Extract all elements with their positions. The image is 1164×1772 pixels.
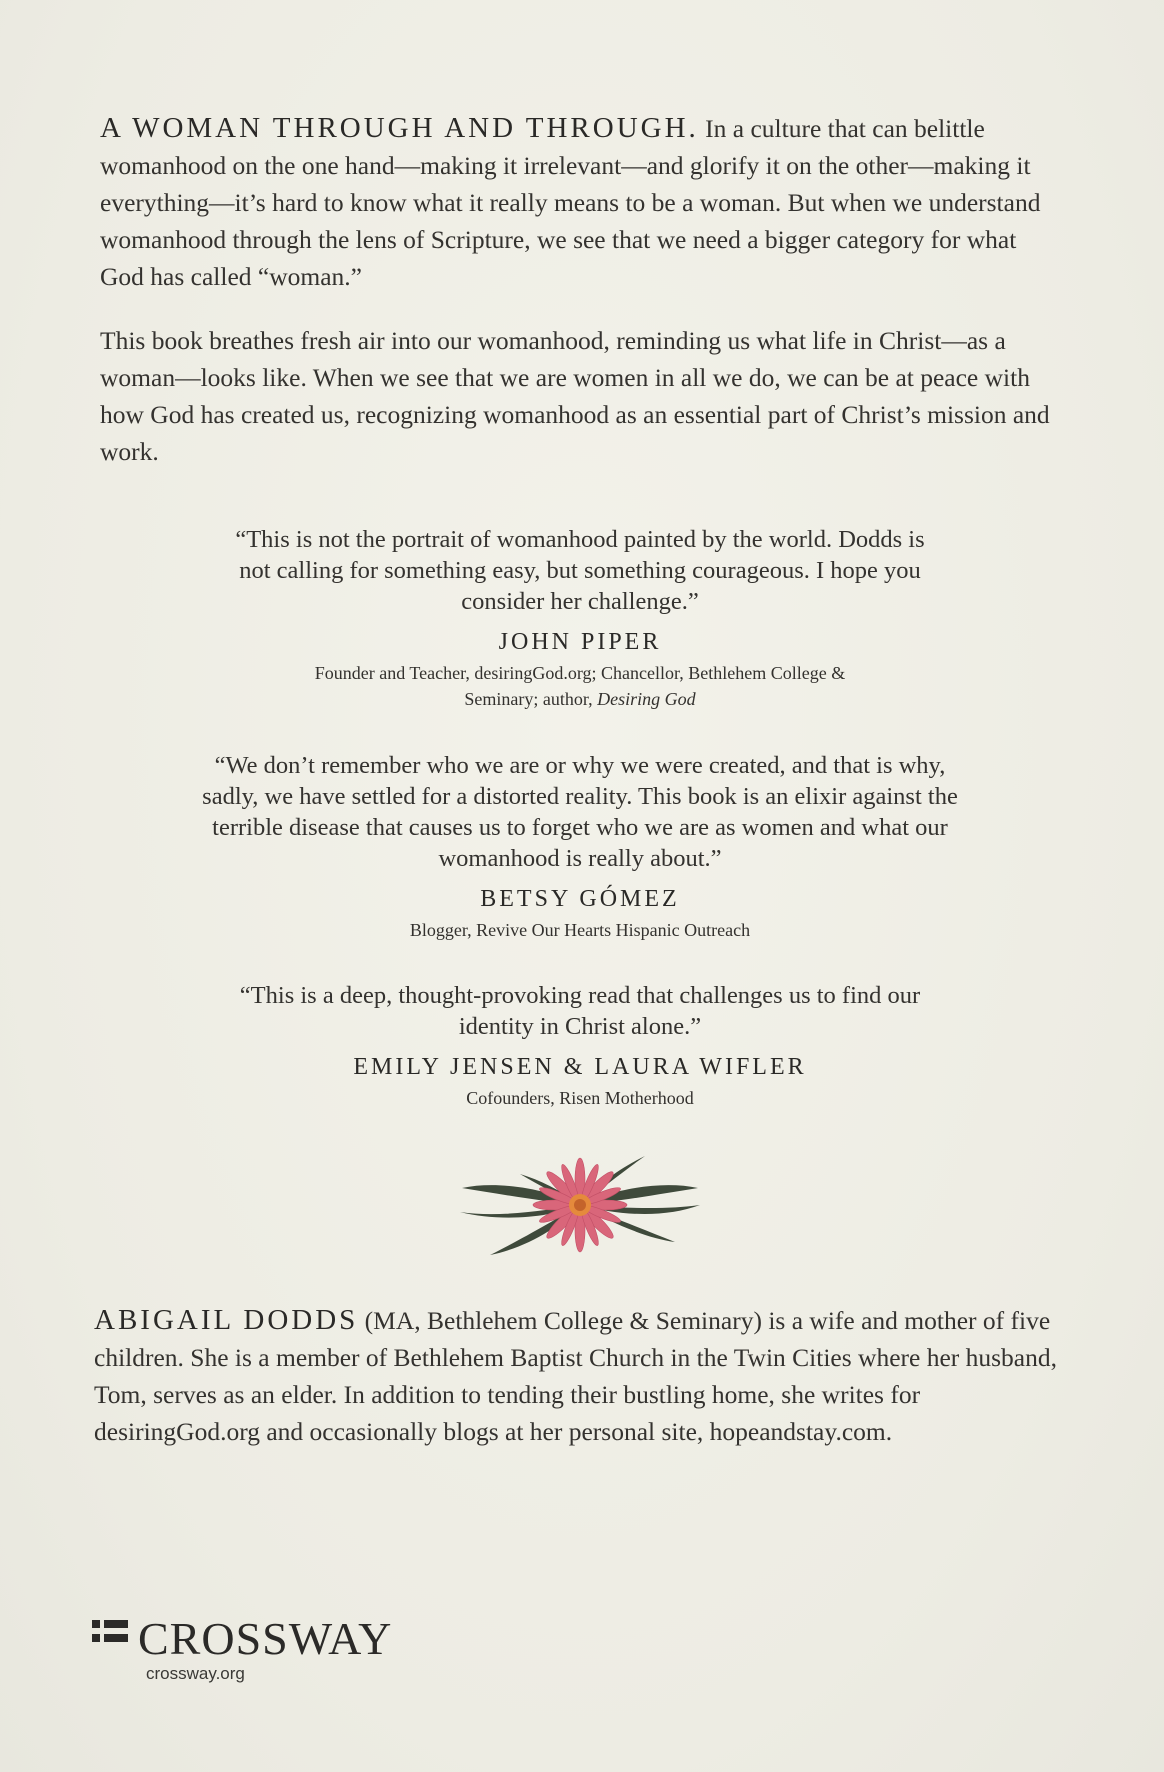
crossway-mark-icon <box>92 1620 128 1656</box>
publisher-url: crossway.org <box>146 1664 245 1683</box>
blurb-lead: A WOMAN THROUGH AND THROUGH. <box>100 112 699 144</box>
endorser-name: BETSY GÓMEZ <box>480 886 680 912</box>
publisher-name: CROSSWAY <box>138 1612 393 1664</box>
blurb-paragraph-1 <box>100 110 1060 295</box>
endorsement-2 <box>140 750 1020 943</box>
blurb-paragraph-2: This book breathes fresh air into our womanhood, reminding us what life in Christ—as a woman—looks like. When we see that we are women in all we do, we can be at peace with how God has created us, recognizing womanhood as an essential part of Christ’s mission and work. <box>100 326 1050 466</box>
endorser-book-title: Desiring God <box>597 689 696 709</box>
endorser-role <box>300 660 860 712</box>
author-name: ABIGAIL DODDS <box>94 1304 359 1336</box>
endorsement-quote: “We don’t remember who we are or why we were created, and that is why, sadly, we have settled for a distorted reality. This book is an elixir against the terrible disease that causes us to forget who we are as women and what our womanhood is really about.” <box>202 752 958 872</box>
endorsement-quote: “This is not the portrait of womanhood painted by the world. Dodds is not calling for something easy, but something courageous. I hope you consider her challenge.” <box>235 526 925 615</box>
publisher-logo <box>92 1608 392 1668</box>
flower-ornament-icon <box>460 1150 700 1260</box>
endorsement-3 <box>140 980 1020 1111</box>
author-bio <box>94 1302 1064 1450</box>
endorser-role-text: Founder and Teacher, desiringGod.org; Chancellor, Bethlehem College & Seminary; author, <box>314 663 846 709</box>
endorser-role: Blogger, Revive Our Hearts Hispanic Outreach <box>409 920 751 940</box>
author-bio-text: (MA, Bethlehem College & Seminary) is a wife and mother of five children. She is a member of Bethlehem Baptist Church in the Twin Cities where her husband, Tom, serves as an elder. In addition to tending their bustling home, she writes for desiringGod.org and occasionally blogs at her personal site, hopeandstay.com. <box>94 1306 1057 1446</box>
endorser-name: EMILY JENSEN & LAURA WIFLER <box>353 1054 807 1080</box>
endorser-role: Cofounders, Risen Motherhood <box>466 1088 694 1108</box>
endorsement-1 <box>140 524 1020 712</box>
endorsement-quote: “This is a deep, thought-provoking read that challenges us to find our identity in Christ alone.” <box>239 982 921 1040</box>
endorser-name: JOHN PIPER <box>498 629 662 655</box>
blurb-paragraph-1-text: In a culture that can belittle womanhood on the one hand—making it irrelevant—and glorify it on the other—making it everything—it’s hard to know what it really means to be a woman. But when we understand womanhood through the lens of Scripture, we see that we need a bigger category for what God has called “woman.” <box>100 114 1041 291</box>
